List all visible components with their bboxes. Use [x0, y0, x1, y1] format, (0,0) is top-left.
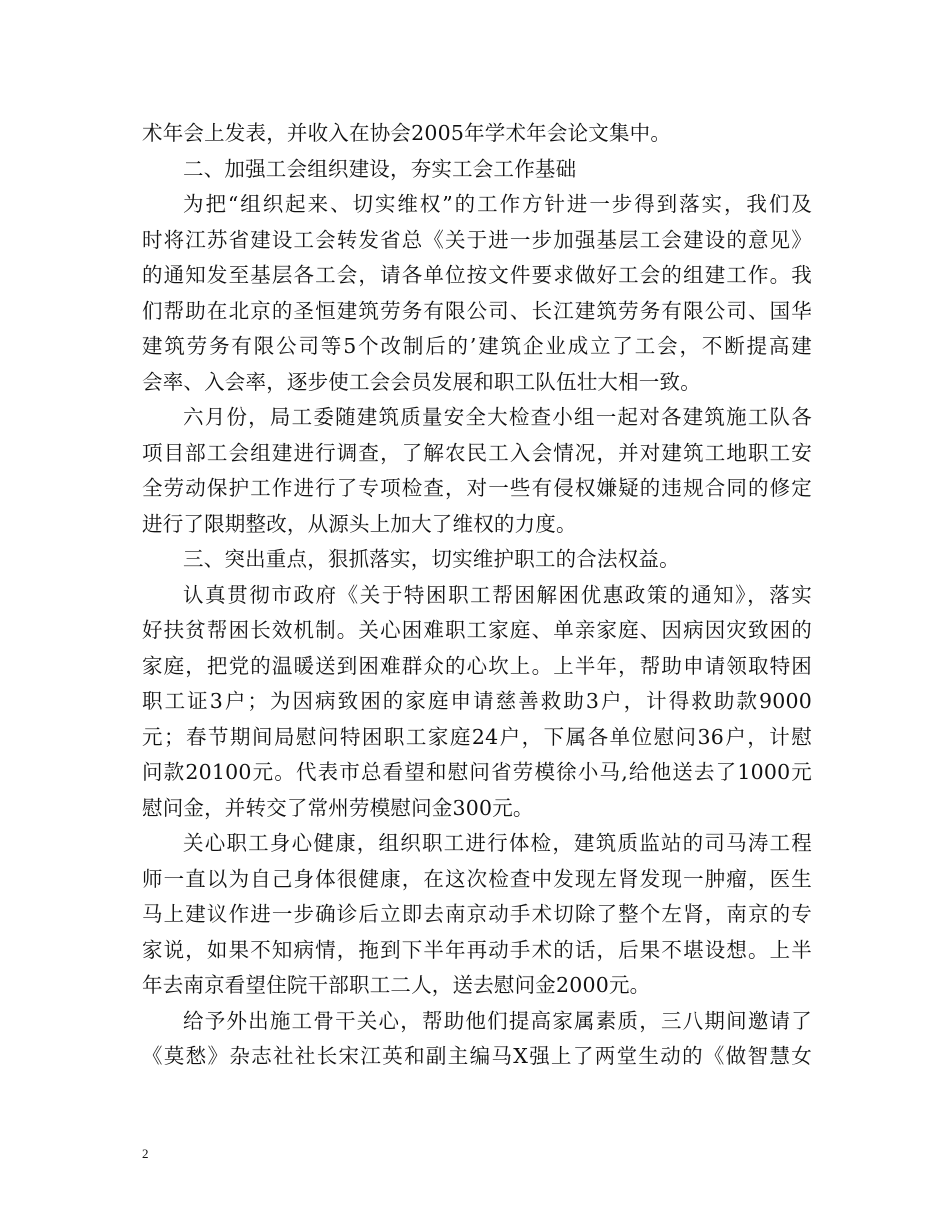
text-line: 二、加强工会组织建设，夯实工会工作基础 [183, 156, 577, 181]
text-line: 六月份，局工委随建筑质量安全大检查小组一起对各建筑施工队各 [183, 405, 812, 429]
text-line: 家庭，把党的温暖送到困难群众的心坎上。上半年，帮助申请领取特困 [142, 653, 812, 678]
document-body [142, 116, 812, 1075]
text-line: 三、突出重点，狠抓落实，切实维护职工的合法权益。 [183, 547, 680, 571]
text-line: 会率、入会率，逐步使工会会员发展和职工队伍壮大相一致。 [142, 369, 701, 394]
text-line: 进行了限期整改，从源头上加大了维权的力度。 [142, 511, 577, 536]
text-line: 年去南京看望住院干部职工二人，送去慰问金2000元。 [142, 973, 651, 997]
text-line: 时将江苏省建设工会转发省总《关于进一步加强基层工会建设的意见》 [142, 227, 812, 252]
text-line: 为把“组织起来、切实维权”的工作方针进一步得到落实，我们及 [183, 192, 812, 216]
text-line: 好扶贫帮困长效机制。关心困难职工家庭、单亲家庭、因病因灾致困的 [142, 618, 812, 642]
text-line: 项目部工会组建进行调查，了解农民工入会情况，并对建筑工地职工安 [142, 440, 812, 465]
text-line: 师一直以为自己身体很健康，在这次检查中发现左肾发现一肿瘤，医生 [142, 866, 812, 891]
text-line: 全劳动保护工作进行了专项检查，对一些有侵权嫌疑的违规合同的修定 [142, 476, 812, 500]
text-line: 建筑劳务有限公司等5个改制后的’建筑企业成立了工会，不断提高建 [142, 334, 812, 358]
text-line: 家说，如果不知病情，拖到下半年再动手术的话，后果不堪设想。上半 [142, 937, 812, 962]
text-line: 的通知发至基层各工会，请各单位按文件要求做好工会的组建工作。我 [142, 263, 812, 287]
text-line: 职工证3户；为因病致困的家庭申请慈善救助3户，计得救助款9000 [142, 689, 812, 713]
text-line: 给予外出施工骨干关心，帮助他们提高家属素质，三八期间邀请了 [183, 1008, 812, 1033]
page-number: 2 [142, 1146, 149, 1161]
text-line: 问款20100元。代表市总看望和慰问省劳模徐小马,给他送去了1000元 [142, 760, 812, 784]
text-line: 关心职工身心健康，组织职工进行体检，建筑质监站的司马涛工程 [183, 831, 812, 855]
text-line: 慰问金，并转交了常州劳模慰问金300元。 [142, 795, 534, 820]
text-line: 《莫愁》杂志社社长宋江英和副主编马X强上了两堂生动的《做智慧女 [142, 1044, 812, 1068]
text-line: 马上建议作进一步确诊后立即去南京动手术切除了整个左肾，南京的专 [142, 902, 812, 926]
text-line: 们帮助在北京的圣恒建筑劳务有限公司、长江建筑劳务有限公司、国华 [142, 298, 812, 323]
text-line: 术年会上发表，并收入在协会2005年学术年会论文集中。 [142, 121, 672, 145]
text-line: 认真贯彻市政府《关于特困职工帮困解困优惠政策的通知》，落实 [183, 582, 812, 607]
text-line: 元；春节期间局慰问特困职工家庭24户，下属各单位慰问36户，计慰 [142, 724, 812, 749]
